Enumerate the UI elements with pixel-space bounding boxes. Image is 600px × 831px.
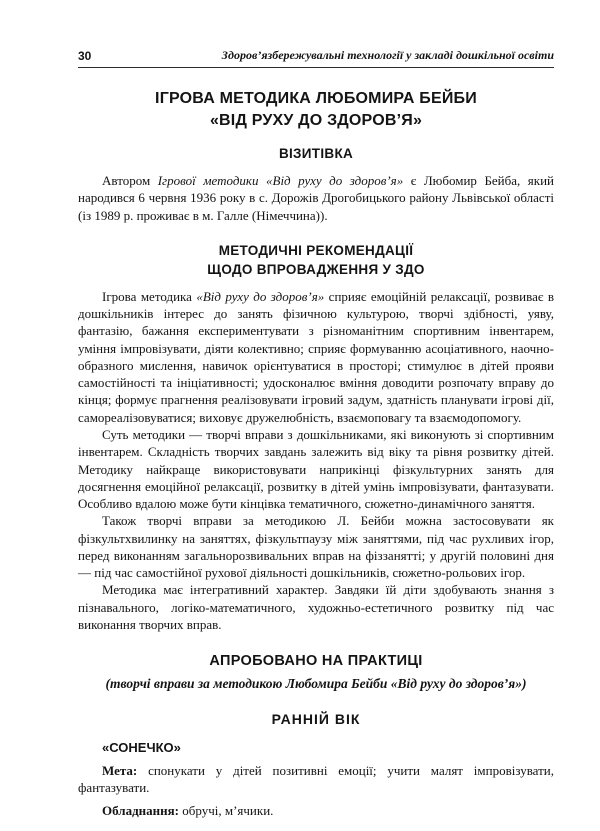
page-number: 30 <box>78 49 92 63</box>
recommendations-heading-line1: МЕТОДИЧНІ РЕКОМЕНДАЦІЇ <box>218 242 414 258</box>
paragraph-method-essence: Суть методики — творчі вправи з дошкільниками, які виконують зі спортивним інвентарем. Складність творчих завдань залежить від віку та рівня розвитку дітей. Методику найкраще використовувати наприкінці фізкультурних занять для досягнення емоційної релаксації, розвитку в дітей умінь імпровізувати, фантазувати. Особливо вдалою може бути кінцівка тематичного, сюжетно-динамічного заняття. <box>78 426 554 512</box>
meta-text: спонукати у дітей позитивні емоції; учити малят імпровізувати, фантазувати. <box>78 762 554 796</box>
meta-label: Мета: <box>102 762 138 778</box>
paragraph-method-effects <box>78 288 554 426</box>
running-head: Здоров’язбережувальні технології у закладі дошкільної освіти <box>221 48 554 62</box>
paragraph-method-effects-prefix: Ігрова методика <box>102 288 197 304</box>
paragraph-method-usage: Також творчі вправи за методикою Л. Бейби можна застосовувати як фізкультхвилинку на заняттях, фізкультпаузу між заняттями, під час рухливих ігор, перед виконанням загальнорозвивальних вправ на фіззанятті; у другій половині дня — під час самостійної рухової діяльності дошкільників, сюжетно-рольових ігор. <box>78 513 554 581</box>
equipment-text: обручі, м’ячики. <box>179 803 274 819</box>
section-heading-early-age: РАННІЙ ВІК <box>271 711 361 728</box>
paragraph-method-integrative: Методика має інтегративний характер. Завдяки їй діти здобувають знання з пізнавального, логіко-математичного, художньо-естетичного розвитку під час виконання творчих вправ. <box>78 582 554 633</box>
paragraph-author-prefix: Автором <box>102 173 158 189</box>
chapter-title <box>78 88 554 131</box>
paragraph-author <box>78 172 554 224</box>
page-header <box>78 48 554 68</box>
section-heading-approbation: АПРОБОВАНО НА ПРАКТИЦІ <box>209 653 423 670</box>
paragraph-equipment <box>78 802 554 819</box>
paragraph-meta <box>78 762 554 797</box>
chapter-title-line2: «ВІД РУХУ ДО ЗДОРОВ’Я» <box>209 111 423 129</box>
paragraph-author-method-name: Ігрової методики «Від руху до здоров’я» <box>157 173 404 189</box>
section-heading-vizytivka: ВІЗИТІВКА <box>278 146 354 162</box>
approbation-subtitle: (творчі вправи за методикою Любомира Бейби «Від руху до здоров’я») <box>105 675 527 691</box>
equipment-label: Обладнання: <box>102 803 179 819</box>
paragraph-author-rest: є Любомир Бейба, який народився 6 червня 1936 року в с. Дорожів Дрогобицького району Львівської області (із 1989 р. проживає в м. Галле (Німеччина)). <box>78 173 554 223</box>
chapter-title-line1: ІГРОВА МЕТОДИКА ЛЮБОМИРА БЕЙБИ <box>155 90 477 107</box>
paragraph-method-effects-title: «Від руху до здоров’я» <box>196 288 325 304</box>
section-heading-recommendations <box>78 242 554 280</box>
paragraph-method-effects-rest: сприяє емоційній релаксації, розвиває в дошкільників інтерес до занять фізичною культурою, творчі здібності, уяву, фантазію, бажання експериментувати з різноманітним спортивним інвентарем, уміння імпровізувати, діяти колективно; сприяє формуванню асоціативного, наочно-образного мислення, навичок орієнтуватися в просторі; стимулює в дітей прояви самостійності та ініціативності; удосконалює вміння доводити розпочату вправу до кінця; формує прагнення реалізовувати ігровий задум, здатність планувати ігрові дії, самореалізовуватися; виховує дружелюбність, взаємоповагу та взаємодопомогу. <box>78 288 554 425</box>
recommendations-heading-line2: ЩОДО ВПРОВАДЖЕННЯ У ЗДО <box>207 261 425 277</box>
exercise-title-sonechko: «СОНЕЧКО» <box>102 739 181 755</box>
